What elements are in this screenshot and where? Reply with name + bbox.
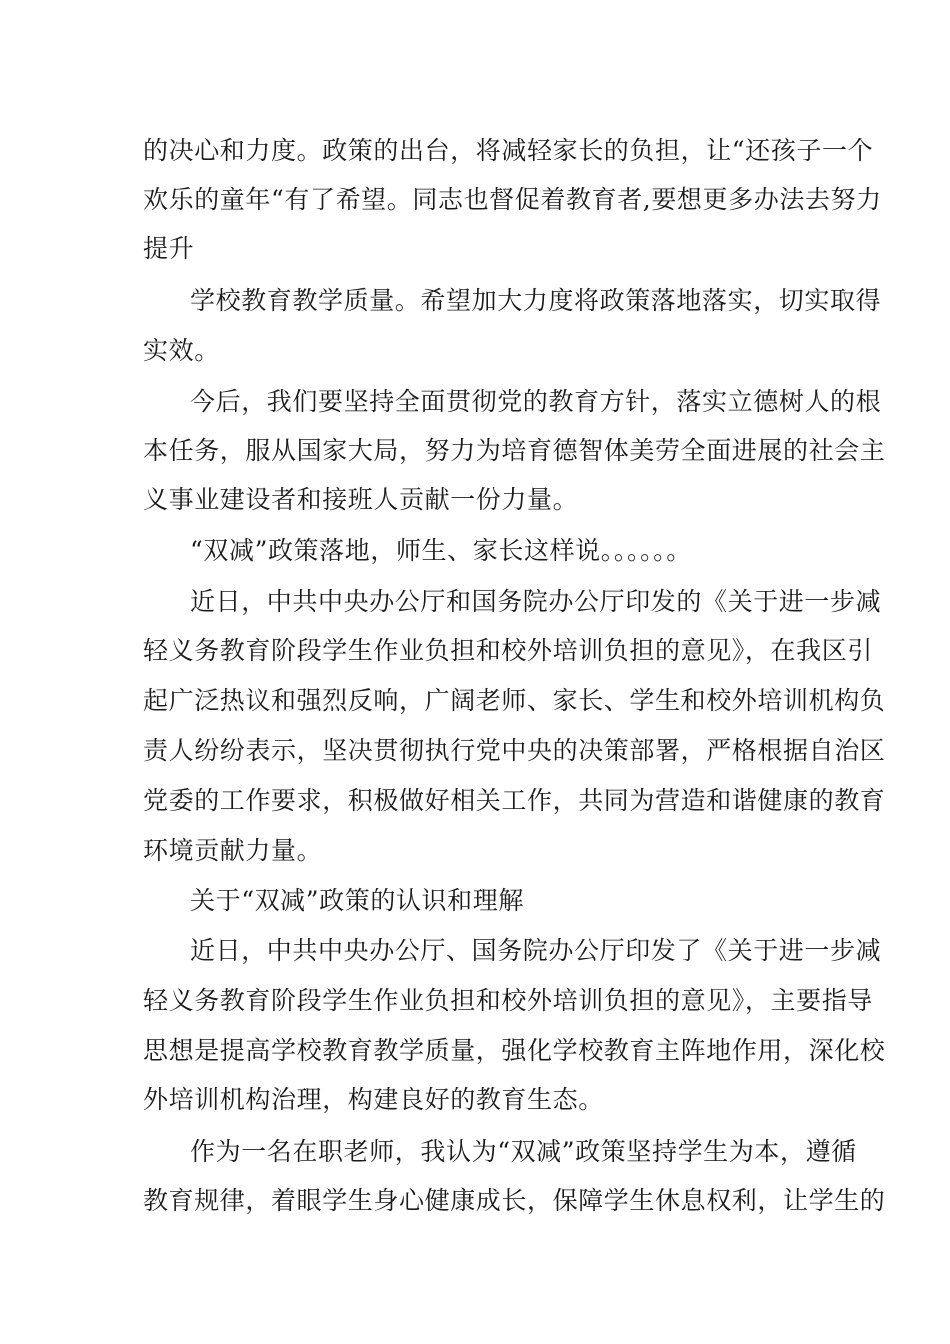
text-line: 起广泛热议和强烈反响，广阔老师、家长、学生和校外培训机构负 — [143, 686, 886, 715]
text-line: 义事业建设者和接班人贡献一份力量。 — [143, 485, 579, 514]
paragraph-start-line: 今后，我们要坚持全面贯彻党的教育方针，落实立德树人的根 — [190, 387, 882, 416]
text-line: 思想是提高学校教育教学质量，强化学校教育主阵地作用，深化校 — [143, 1036, 886, 1065]
text-line: 提升 — [143, 234, 195, 263]
paragraph-start-line: 学校教育教学质量。希望加大力度将政策落地落实，切实取得 — [190, 286, 882, 315]
text-line: 责人纷纷表示，坚决贯彻执行党中央的决策部署，严格根据自治区 — [143, 736, 886, 765]
text-line: 环境贡献力量。 — [143, 836, 323, 865]
text-line: 欢乐的童年“有了希望。同志也督促着教育者,要想更多办法去努力 — [143, 185, 882, 214]
paragraph-start-line: 近日，中共中央办公厅和国务院办公厅印发的《关于进一步减 — [190, 587, 882, 616]
text-line: 的决心和力度。政策的出台，将减轻家长的负担，让“还孩子一个 — [143, 136, 874, 165]
text-line: 实效。 — [143, 336, 220, 365]
section-heading: 关于“双减”政策的认识和理解 — [190, 886, 524, 915]
text-line: 党委的工作要求，积极做好相关工作，共同为营造和谐健康的教育 — [143, 786, 886, 815]
text-line: 本任务，服从国家大局，努力为培育德智体美劳全面进展的社会主 — [143, 436, 886, 465]
text-line: 轻义务教育阶段学生作业负担和校外培训负担的意见》，在我区引 — [143, 636, 873, 665]
text-line: 教育规律，着眼学生身心健康成长，保障学生休息权利，让学生的 — [143, 1186, 886, 1215]
paragraph-start-line: 作为一名在职老师，我认为“双减”政策坚持学生为本，遵循 — [190, 1137, 857, 1166]
section-heading: “双减”政策落地，师生、家长这样说。。。。。。 — [190, 536, 692, 565]
paragraph-start-line: 近日，中共中央办公厅、国务院办公厅印发了《关于进一步减 — [190, 936, 882, 965]
text-line: 轻义务教育阶段学生作业负担和校外培训负担的意见》，主要指导 — [143, 986, 873, 1015]
text-line: 外培训机构治理，构建良好的教育生态。 — [143, 1085, 604, 1114]
